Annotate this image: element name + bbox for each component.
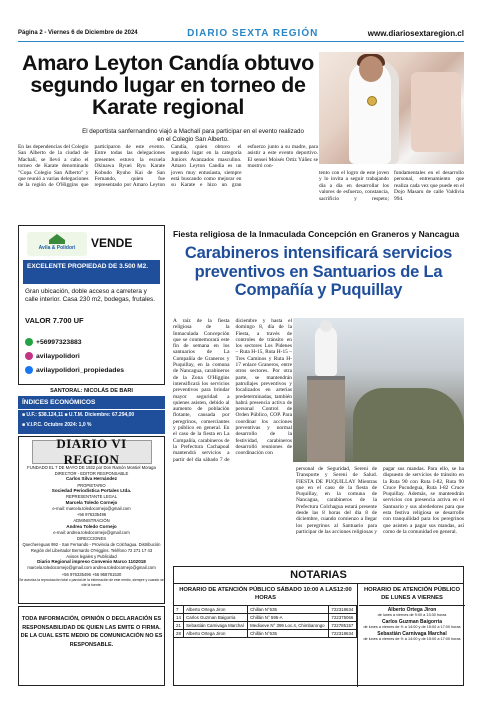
instagram-icon (25, 352, 33, 360)
legal-name: Marcela Toledo Cornejo (65, 499, 118, 505)
table-row: 14 Carlos Guzman Baigorria Chillán N° 595-A 722375066 (174, 614, 357, 622)
table-row: 7 Alberto Ortega Jiron Chillan N°635 722318634 (174, 606, 357, 614)
karate-athlete-photo (319, 52, 464, 164)
whatsapp-icon (25, 338, 33, 346)
printed-note: Diario Regional impreso Convenio Marco 1102018 (37, 559, 146, 565)
notary-1: Alberto Ortega Jiron (387, 607, 437, 613)
contact-phones: +56 976335496 +56 958781530 (61, 571, 122, 577)
virgin-statue-photo (293, 318, 464, 462)
article1-body-cont: tento con el logro de este joven y lo invita a seguir trabajando día a día en desarrollar los valores de esfuerzo, constancia, sacrificio y respeto; fundamentales en el desarrollo personal, entrenamiento que realiza cada vez que puede en el Dojo Masaru de calle Valdivia 994. (319, 170, 464, 202)
santoral: SANTORAL: NICOLÁS DE BARI (18, 386, 165, 397)
ad-instagram[interactable]: avilaypolidori (25, 352, 80, 360)
legal-email[interactable]: e-mail: marcela.toledocornejo@gmail.com (52, 506, 131, 512)
economic-indices (18, 396, 165, 434)
owner-name: Sociedad Periodística Portales Ltda. (51, 488, 132, 494)
legal-label: REPRESENTANTE LEGAL (65, 494, 118, 500)
indices-title: ÍNDICES ECONÓMICOS (18, 396, 165, 410)
notarias-table (174, 606, 357, 638)
article1-title: Amaro Leyton Candía obtuvo segundo lugar en torneo de Karate regional (21, 51, 315, 119)
article2-kicker: Fiesta religiosa de la Inmaculada Concepción en Graneros y Nancagua (173, 229, 460, 239)
article2-body: A raíz de la fiesta religiosa de la Inmaculada Concepción que se conmemorará este fin de semana en los santuarios de La Compañía de Graneros y Puquillay, en la comuna de Nancagua, carabineros de la Zona O'Higgins intensificará los servicios preventivos para brindar mayor seguridad a quienes asisten, debido al aumento de población flotante, causada por peregrinos, comerciantes y público en general. En el caso de la fiesta en La Compañía, carabineros de la Prefectura Cachapoal mantendrá servicios a partir del día sábado 7 de diciembre y hasta el domingo 8, día de la Fiesta, a través de controles de tránsito en los sectores Los Pidenes – Ruta H-15, Ruta H-15 – Tres Caminos y Ruta H-17 enlace Graneros, entre otros sectores. Por otra parte, se mantendrán patrullajes preventivos y focalizados en arterias predeterminadas, también habrá presencia activa de personal Control de Orden Público, COP. Para coordinar los acciones preventivas y normal desarrollo de la festividad, carabineros desarrolló reuniones de coordinación con (173, 318, 292, 463)
notary-3-hours: de lunes a viernes de 9: a 14:00 y de 15:00 a 17:00 horas (363, 637, 461, 641)
legal-phone: +56 976335496 (76, 512, 107, 518)
disclaimer: Se autoriza la reproducción total o parcial de la información de este medio, siempre y cuando se cite la fuente. (19, 577, 164, 588)
masthead-logo: DIARIO VI REGION (32, 440, 152, 464)
facebook-icon (25, 366, 33, 374)
admin-label: ADMINISTRACIÓN (73, 518, 110, 524)
notarias-box (173, 566, 464, 686)
admin-name: Andrea Toledo Cornejo (66, 523, 117, 529)
notary-1-hours: de lunes a viernes de 9:00 a 13:30 horas (377, 613, 447, 617)
header-rule (18, 41, 464, 42)
notary-2: Carlos Guzman Baigorria (381, 619, 442, 625)
medal-icon (367, 96, 377, 106)
notarias-saturday (174, 583, 358, 687)
property-ad (18, 225, 165, 385)
indices-line1: ■ U.F.: $38.124,11 ■ U.T.M. Diciembre: 67.294,00 (22, 412, 135, 418)
responsibility-notice: TODA INFORMACIÓN, OPINIÓN O DECLARACIÓN ES RESPONSABILIDAD DE QUIEN LAS EMITE O FIRMA. DE LA CUAL ESTE MEDIO DE COMUNICACIÓN NO ES RESPONSABLE. (18, 606, 165, 686)
ad-headline: EXCELENTE PROPIEDAD DE 3.500 M2. (23, 260, 160, 284)
page-date: Página 2 - Viernes 6 de Diciembre de 2024 (18, 30, 138, 36)
director-name: Carlos Silva Hernández (65, 476, 118, 482)
ad-description: Gran ubicación, doble acceso a carretera y calle interior. Casa 230 m2, bodegas, frutales. (25, 288, 156, 303)
article2-body-cont: personal de Seguridad, Sereni de Transporte y Sereni de Salud. FIESTA DE PUQUILLAY Mientras que en el caso de la fiesta de Puquillay, en la comuna de Nancagua, carabineros de la Prefectura Colchagua estará presente desde las 8 horas del día 8 de diciembre, cuando comienzo a llegar los peregrinos al Santuario para participar de las acciones religiosas y pagar sus mandas. Para ello, se ha dispuesto de servicios de tránsito en la Ruta 90 con Ruta I-82, Ruta 90 Cruce Pucudegua, Ruta I-82 Cruce Puquillay. Además, se mantendrán servicios con presencia activa en el Santuario y sus alrededores para que esta festiva religiosa se desarrolle con tranquilidad para los peregrinos que asisten a pagar sus mandas, así como de la comunidad en general. (296, 466, 464, 535)
weekday-header: HORARIO DE ATENCIÓN PÚBLICO DE LUNES A VIERNES (359, 583, 465, 606)
avila-polidori-logo: Avila & Polidori (27, 232, 87, 256)
avisos-label: Avisos legales y Publicidad (66, 553, 117, 559)
notary-2-hours: de lunes a viernes de 9: a 14:00 y de 15:00 a 17:00 horas (363, 625, 461, 629)
ad-price: VALOR 7.700 UF (25, 316, 84, 325)
house-icon (49, 234, 65, 244)
director-label: DIRECTOR - EDITOR RESPONSABLE (54, 471, 129, 477)
notarias-title: NOTARIAS (174, 567, 463, 584)
site-link[interactable]: www.diariosextaregion.cl (367, 28, 464, 38)
table-row: 21 Sebastián Carnivaga Marchal Medioeve N° 399 Loc.4, Chimbarongo 722785157 (174, 622, 357, 630)
directions: Quechereguas 992 - San Fernando - Provincia de Colchagua. Distribución Región del Libertador Bernardo O'Higgins. Teléfono 72 271 17 43 (22, 542, 161, 553)
ad-phone[interactable]: +56997323883 (25, 338, 82, 346)
article1-deck: El deportista sanfernandino viajó a Machalí para participar en el evento realizado en el Colegio San Alberto. (82, 128, 304, 143)
paper-name: DIARIO SEXTA REGIÓN (187, 27, 319, 39)
notarias-weekdays (359, 583, 465, 687)
article2-title: Carabineros intensificará servicios preventivos en Santuarios de La Compañía y Puquillay (184, 244, 453, 299)
masthead (18, 436, 165, 604)
masthead-founded: FUNDADO EL 7 DE MAYO DE 1932 por Don Ramón Montiel Moraga (27, 465, 156, 470)
page-header (18, 26, 464, 40)
directions-label: DIRECCIONES (76, 536, 107, 542)
ad-vende: VENDE (91, 236, 133, 250)
saturday-header: HORARIO DE ATENCIÓN PÚBLICO SÁBADO 10:00 A LAS12:00 HORAS (174, 583, 357, 606)
ad-facebook[interactable]: avilaypolidori_propiedades (25, 366, 124, 374)
notary-3: Sebastián Carnivaga Marchal (377, 631, 447, 637)
indices-line2: ■ V.I.P.C. Octubre 2024: 1,0 % (22, 422, 92, 428)
article1-body: En las dependencias del Colegio San Alberto de la ciudad de Machalí, se llevó a cabo el torneo de Karate denominado "Copa Colegio San Alberto" y que reunió a varias delegaciones de la región de O'Higgins que participaron de este evento. Entre todas las delegaciones presentes estuvo la escuela Okinawa Ryuei Ryu Karate Kobudo Ryuho Kai de San Fernando, quien fue representado por Amaro Leyton Candía, quien obtuvo el segundo lugar en la categoría Juniors Avanzados masculino. Amaro Leyton Candia es un joven muy entusiasta, siempre está buscando como mejorar en su Karate e hizo un gran esfuerzo junto a su madre, para asistir a este evento deportivo. El sensei Moisés Ortiz Yáñez se mostró con- (18, 144, 318, 189)
admin-email[interactable]: e-mail: andrea.toledocornejo@gmail.com (53, 530, 130, 536)
contact-emails[interactable]: marcela.toledocornejo@gmail.com andrea.toledocornejo@gmail.com (27, 565, 156, 571)
owner-label: PROPIETARIO (77, 482, 106, 488)
table-row: 28 Alberto Ortega Jiron Chillán N°635 722318634 (174, 630, 357, 638)
